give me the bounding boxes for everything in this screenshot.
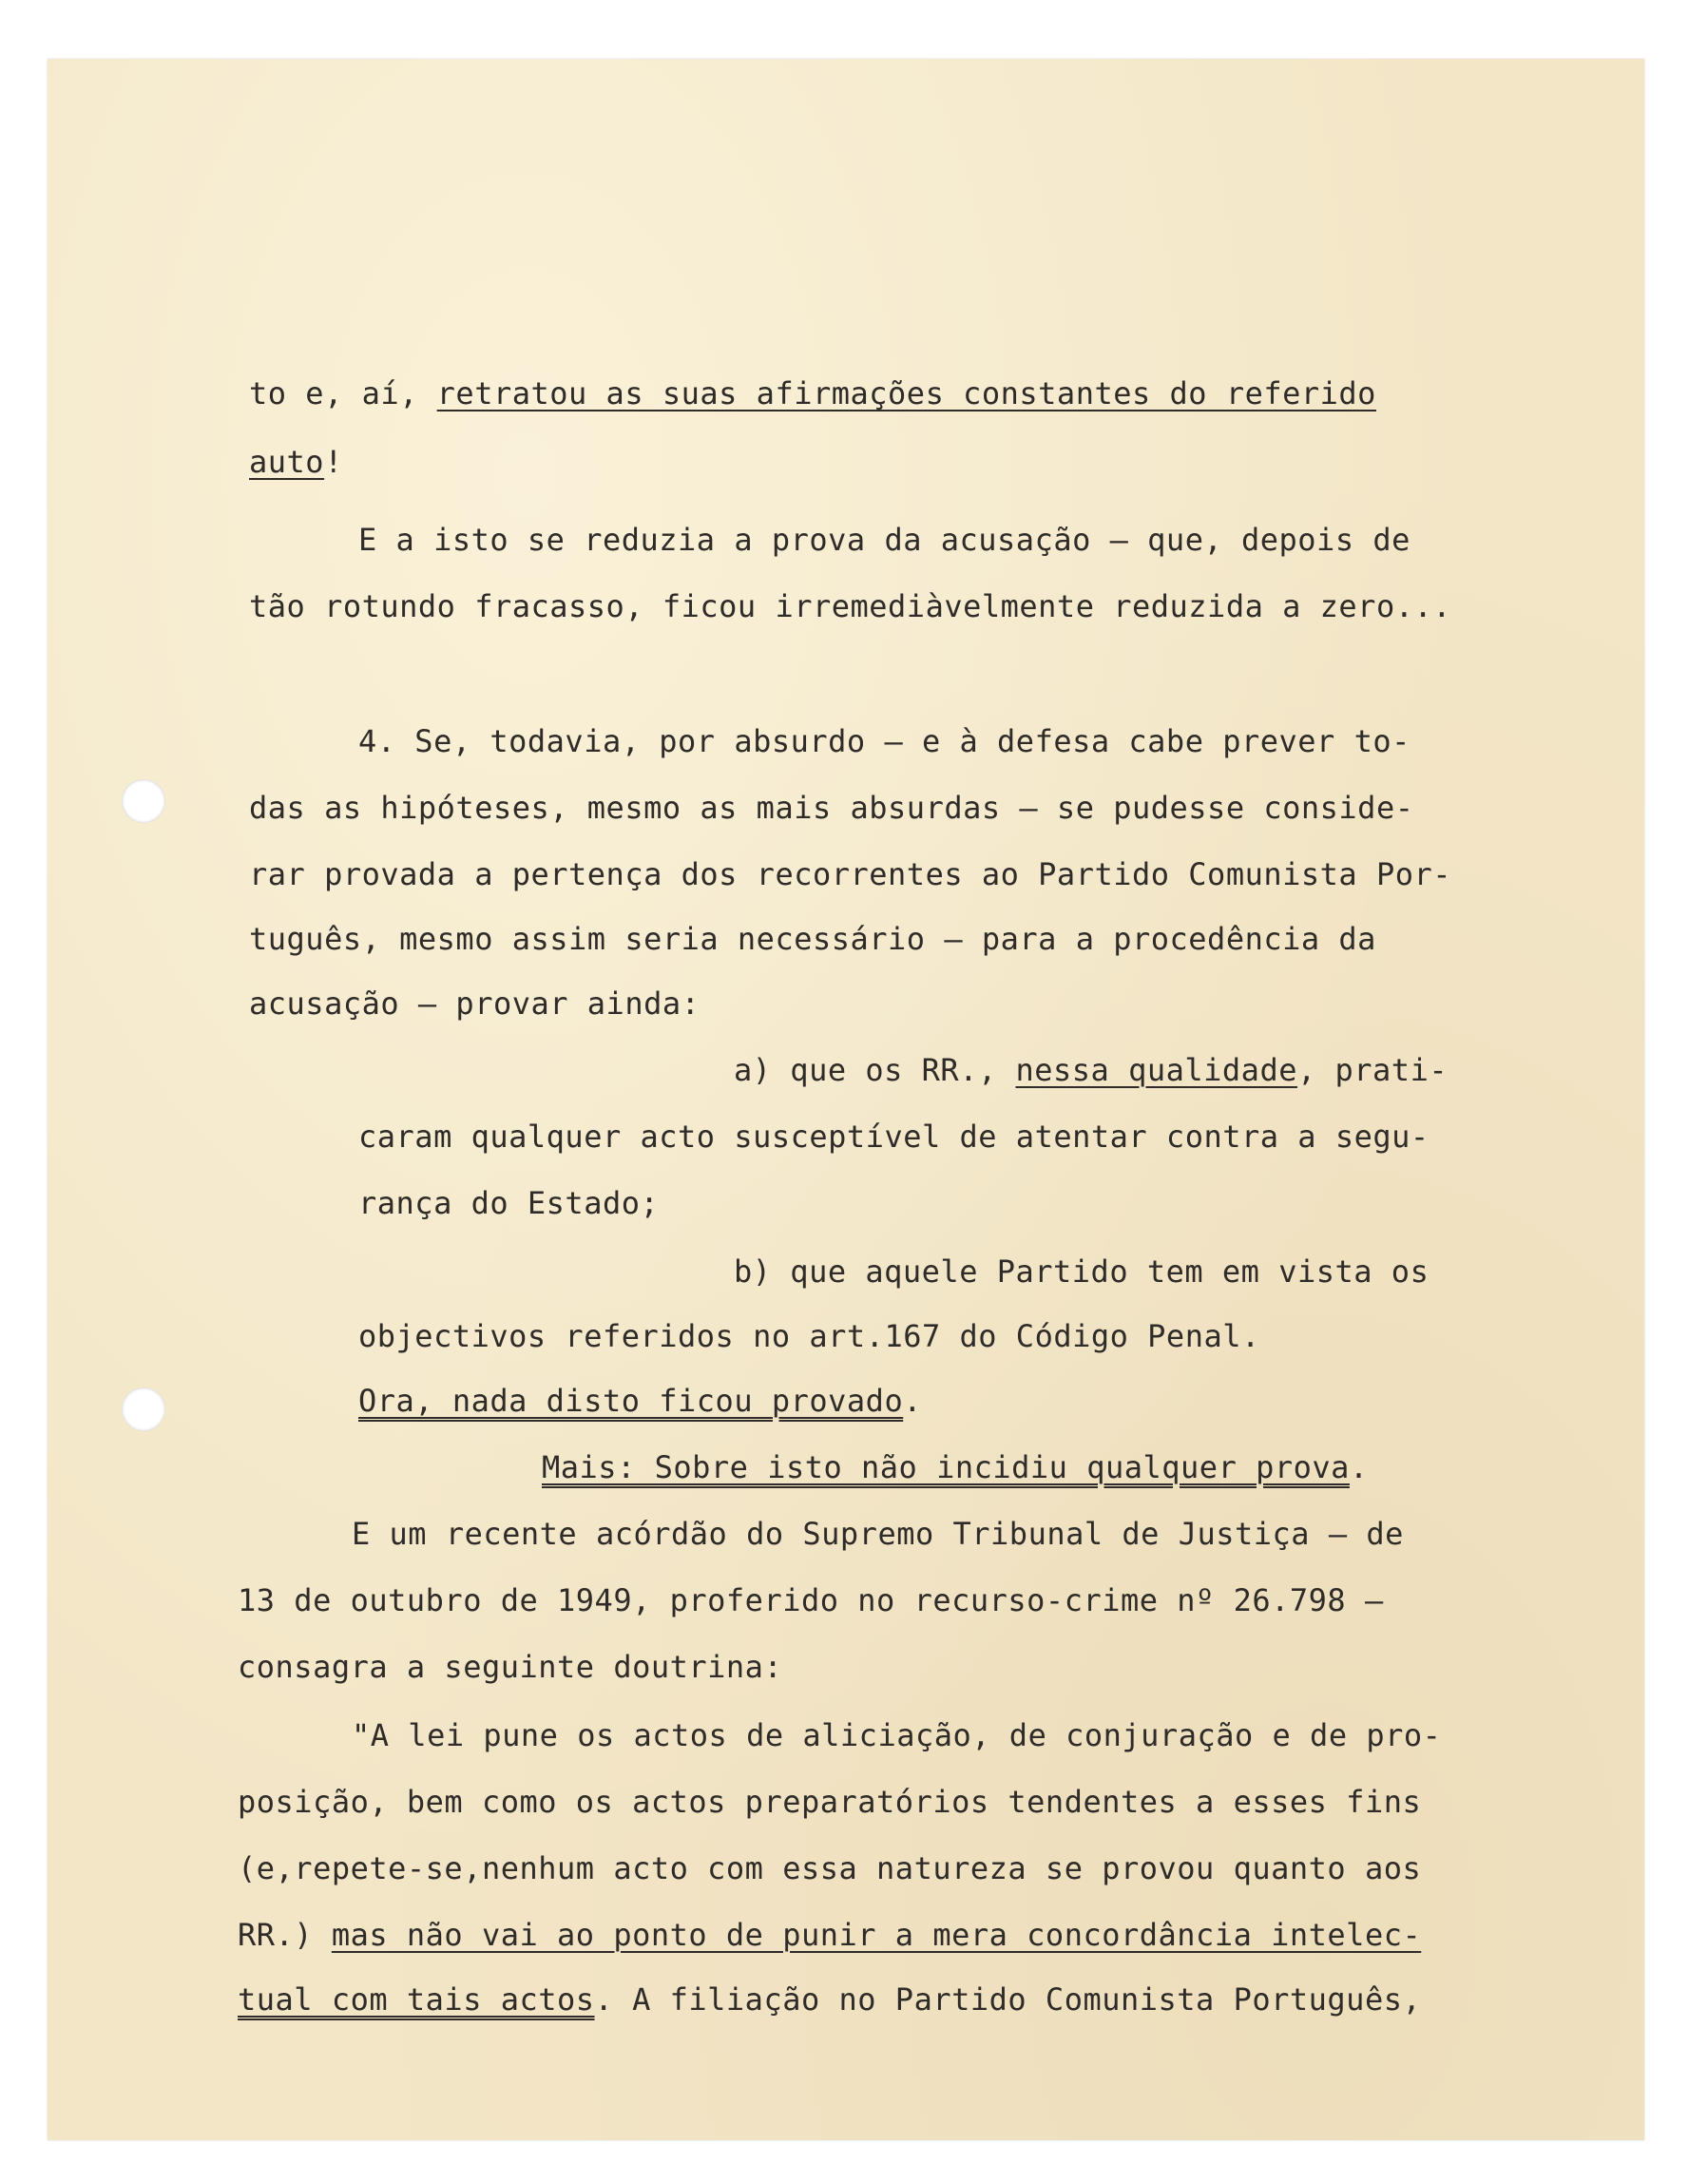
text-line: "A lei pune os actos de aliciação, de conjuração e de pro- [352, 1717, 1442, 1753]
punch-hole-top [122, 779, 165, 823]
text-line: E um recente acórdão do Supremo Tribunal de Justiça — de [352, 1516, 1404, 1552]
text-line: rança do Estado; [358, 1185, 660, 1221]
document-page [48, 59, 1644, 2140]
text-line: consagra a seguinte doutrina: [238, 1649, 783, 1685]
text-line: objectivos referidos no art.167 do Código Penal. [358, 1318, 1260, 1354]
text-line: tuguês, mesmo assim seria necessário — para a procedência da [249, 921, 1376, 957]
text-line: a) que os RR., nessa qualidade, prati- [734, 1052, 1449, 1088]
text-line: RR.) mas não vai ao ponto de punir a mera concordância intelec- [238, 1917, 1422, 1953]
text-line: caram qualquer acto susceptível de atentar contra a segu- [358, 1119, 1430, 1155]
text-line: 13 de outubro de 1949, proferido no recurso-crime nº 26.798 — [238, 1582, 1384, 1618]
text-line: auto! [249, 444, 343, 480]
text-line: 4. Se, todavia, por absurdo — e à defesa cabe prever to- [358, 723, 1411, 759]
text-line: acusação — provar ainda: [249, 985, 700, 1022]
text-line: to e, aí, retratou as suas afirmações constantes do referido [249, 375, 1376, 411]
text-line: das as hipóteses, mesmo as mais absurdas — se pudesse conside- [249, 790, 1414, 826]
punch-hole-bottom [122, 1387, 165, 1431]
text-line: tão rotundo fracasso, ficou irremediàvelmente reduzida a zero... [249, 588, 1451, 624]
text-line: (e,repete-se,nenhum acto com essa natureza se provou quanto aos [238, 1850, 1422, 1886]
text-line: b) que aquele Partido tem em vista os [734, 1253, 1430, 1290]
text-line: E a isto se reduzia a prova da acusação — que, depois de [358, 522, 1411, 558]
text-line: rar provada a pertença dos recorrentes ao Partido Comunista Por- [249, 856, 1451, 892]
text-line: tual com tais actos. A filiação no Partido Comunista Português, [238, 1981, 1422, 2018]
text-line: Ora, nada disto ficou provado. [358, 1383, 922, 1419]
text-line: posição, bem como os actos preparatórios tendentes a esses fins [238, 1784, 1422, 1820]
text-line: Mais: Sobre isto não incidiu qualquer prova. [542, 1449, 1369, 1485]
